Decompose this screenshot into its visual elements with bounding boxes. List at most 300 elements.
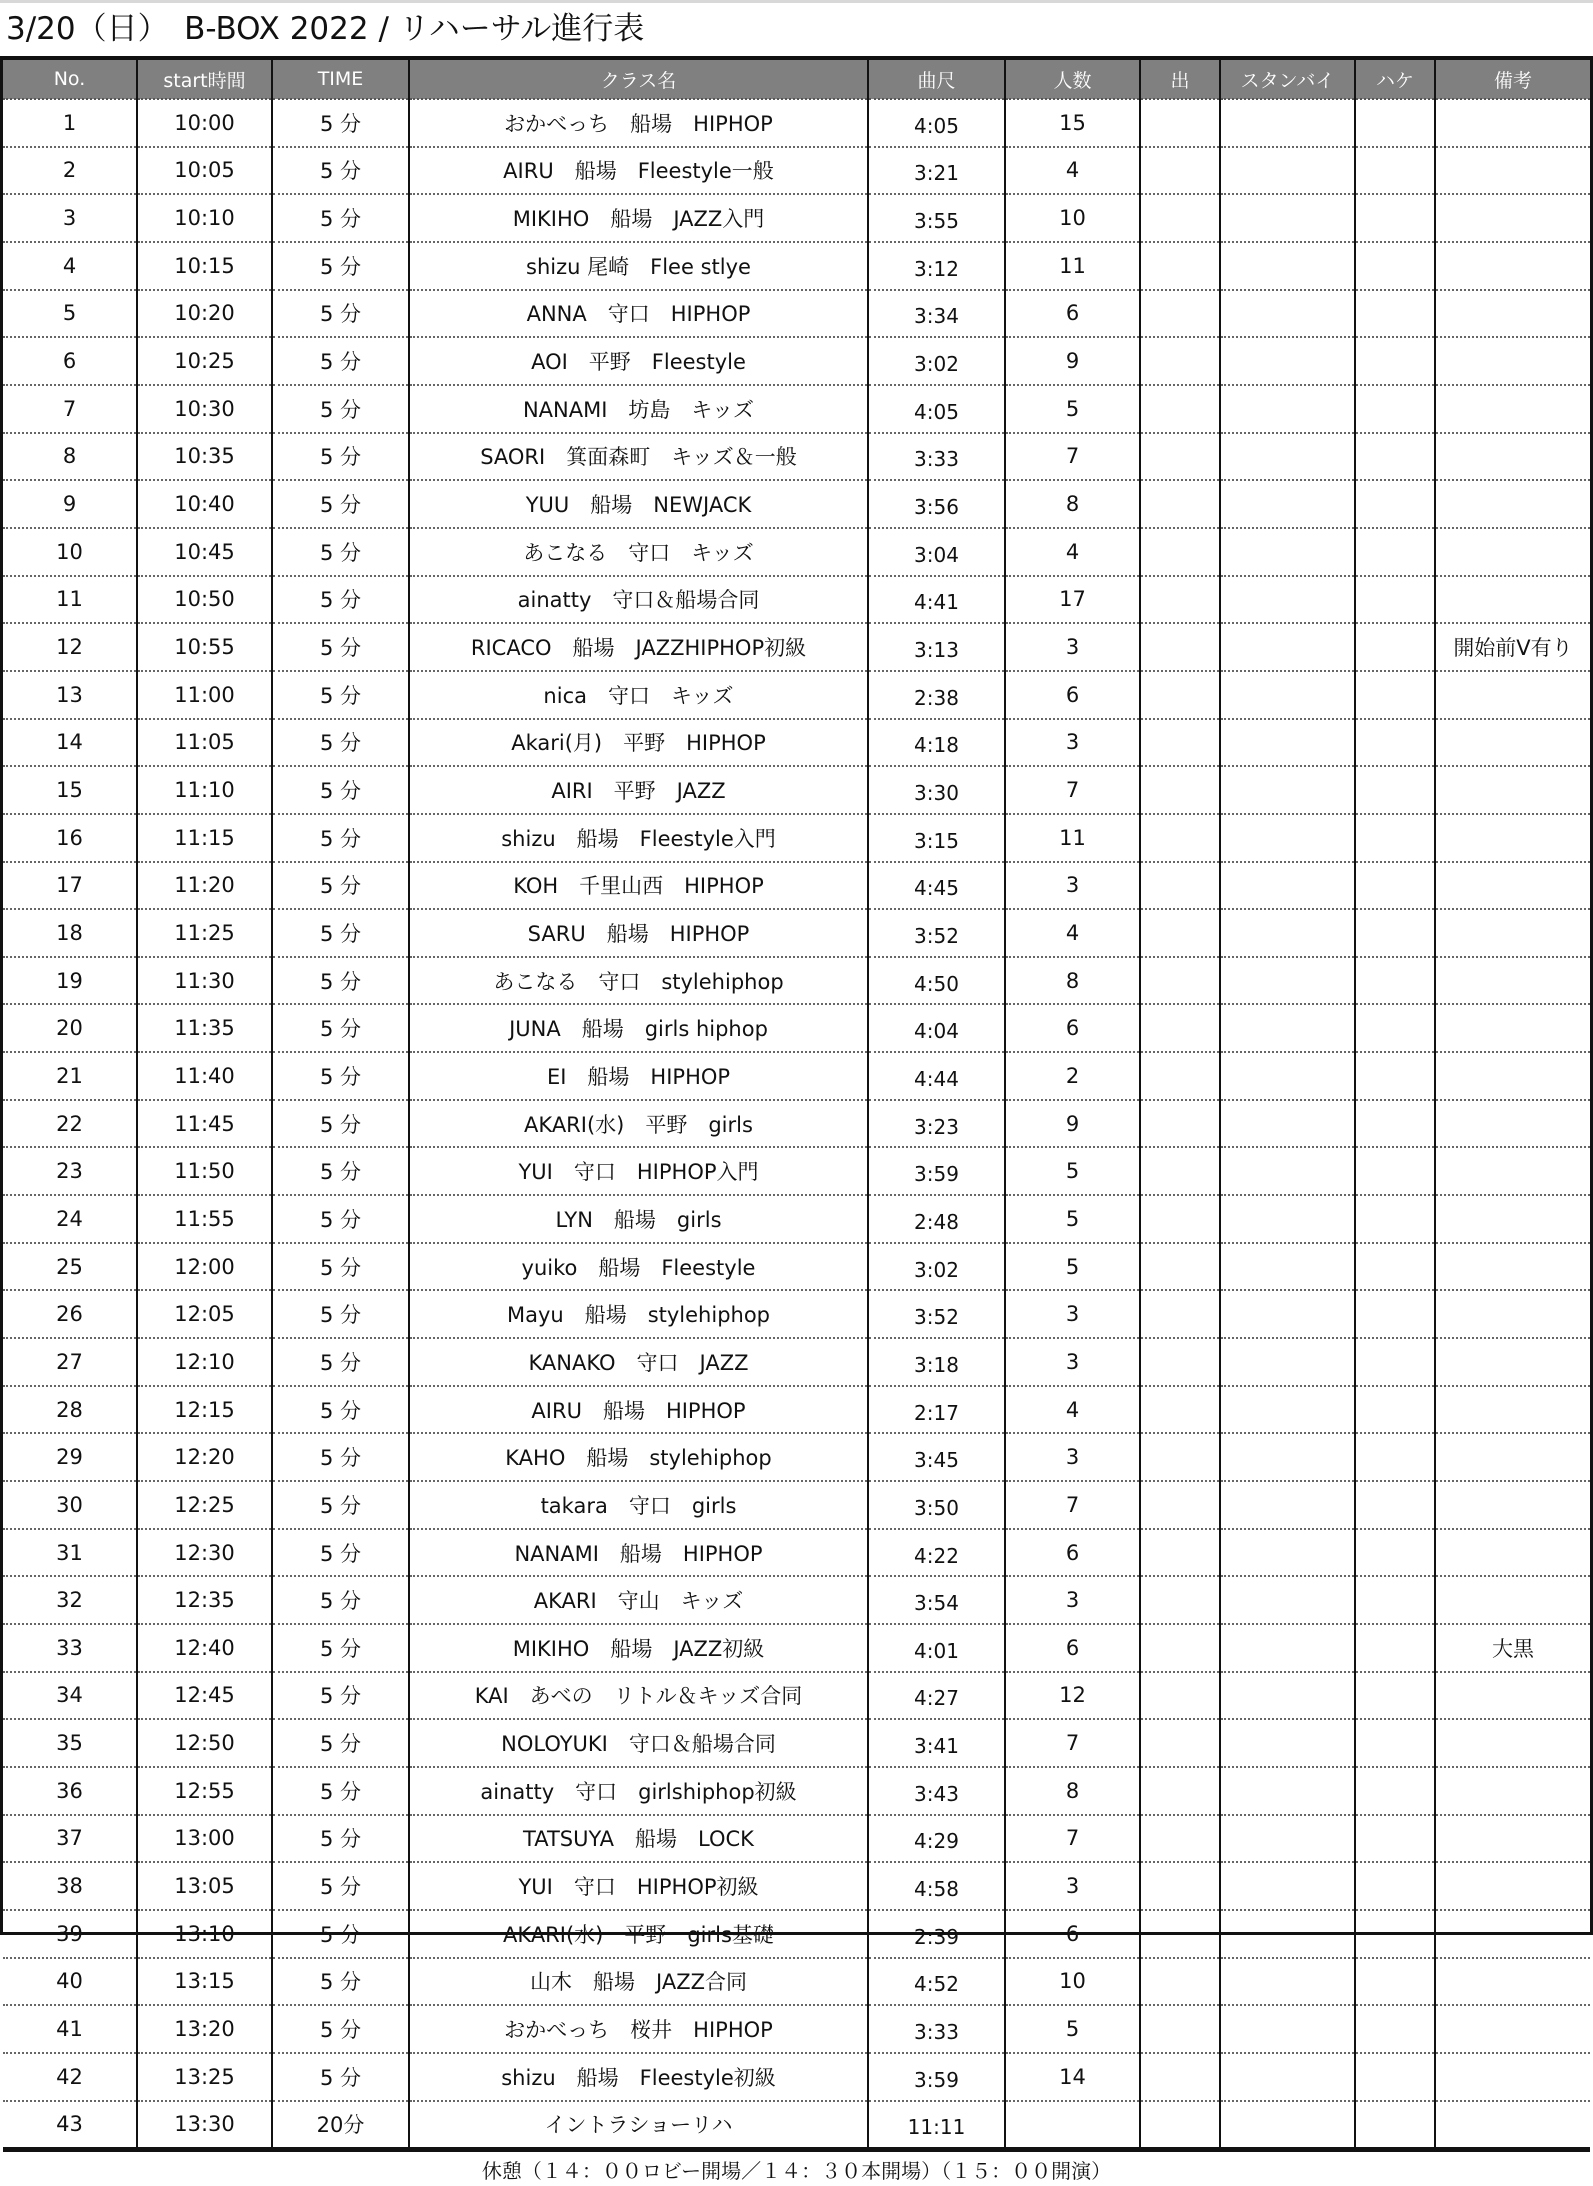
cell-standby <box>1220 1958 1355 2006</box>
cell-note <box>1435 1958 1590 2006</box>
cell-people: 5 <box>1005 385 1140 433</box>
cell-people: 3 <box>1005 1862 1140 1910</box>
cell-out <box>1140 1862 1220 1910</box>
col-header-out: 出 <box>1140 60 1220 99</box>
cell-start: 12:05 <box>137 1290 272 1338</box>
cell-no: 19 <box>3 957 137 1005</box>
cell-hake <box>1355 1147 1435 1195</box>
cell-people: 4 <box>1005 909 1140 957</box>
table-row <box>3 147 1590 195</box>
cell-time: 5 分 <box>272 1719 409 1767</box>
cell-no: 13 <box>3 671 137 719</box>
cell-standby <box>1220 290 1355 338</box>
cell-standby <box>1220 1100 1355 1148</box>
cell-hake <box>1355 480 1435 528</box>
cell-time: 5 分 <box>272 719 409 767</box>
cell-class: AKARI 守山 キッズ <box>409 1576 868 1624</box>
cell-standby <box>1220 1243 1355 1291</box>
cell-start: 11:20 <box>137 862 272 910</box>
cell-out <box>1140 147 1220 195</box>
cell-start: 11:00 <box>137 671 272 719</box>
cell-hake <box>1355 1767 1435 1815</box>
cell-standby <box>1220 1147 1355 1195</box>
cell-time: 5 分 <box>272 1195 409 1243</box>
cell-standby <box>1220 242 1355 290</box>
cell-no: 39 <box>3 1910 137 1958</box>
cell-standby <box>1220 1672 1355 1720</box>
cell-start: 12:55 <box>137 1767 272 1815</box>
cell-hake <box>1355 1004 1435 1052</box>
cell-out <box>1140 1052 1220 1100</box>
cell-hake <box>1355 1338 1435 1386</box>
cell-people: 5 <box>1005 1195 1140 1243</box>
cell-standby <box>1220 1767 1355 1815</box>
cell-no: 32 <box>3 1576 137 1624</box>
cell-class: おかべっち 船場 HIPHOP <box>409 99 868 147</box>
cell-time: 5 分 <box>272 290 409 338</box>
cell-out <box>1140 576 1220 624</box>
cell-start: 11:15 <box>137 814 272 862</box>
cell-out <box>1140 242 1220 290</box>
cell-start: 10:20 <box>137 290 272 338</box>
cell-people: 12 <box>1005 1672 1140 1720</box>
cell-no: 10 <box>3 528 137 576</box>
cell-standby <box>1220 623 1355 671</box>
cell-class: shizu 尾崎 Flee stlye <box>409 242 868 290</box>
cell-people: 10 <box>1005 1958 1140 2006</box>
cell-class: nica 守口 キッズ <box>409 671 868 719</box>
cell-time: 5 分 <box>272 433 409 481</box>
table-row <box>3 1052 1590 1100</box>
col-header-people: 人数 <box>1005 60 1140 99</box>
cell-hake <box>1355 337 1435 385</box>
table-row <box>3 385 1590 433</box>
cell-time: 5 分 <box>272 99 409 147</box>
cell-start: 12:25 <box>137 1481 272 1529</box>
cell-hake <box>1355 1576 1435 1624</box>
cell-time: 5 分 <box>272 1767 409 1815</box>
table-row <box>3 242 1590 290</box>
cell-out <box>1140 1338 1220 1386</box>
cell-time: 5 分 <box>272 576 409 624</box>
cell-no: 8 <box>3 433 137 481</box>
cell-standby <box>1220 957 1355 1005</box>
cell-people: 7 <box>1005 766 1140 814</box>
cell-out <box>1140 1195 1220 1243</box>
cell-start: 12:15 <box>137 1386 272 1434</box>
cell-no: 9 <box>3 480 137 528</box>
cell-out <box>1140 433 1220 481</box>
cell-standby <box>1220 99 1355 147</box>
cell-standby <box>1220 1529 1355 1577</box>
cell-length: 3:23 <box>868 1100 1005 1148</box>
cell-start: 11:45 <box>137 1100 272 1148</box>
cell-standby <box>1220 2053 1355 2101</box>
col-header-note: 備考 <box>1435 60 1590 99</box>
cell-people: 15 <box>1005 99 1140 147</box>
table-row <box>3 671 1590 719</box>
cell-note <box>1435 480 1590 528</box>
cell-note <box>1435 1004 1590 1052</box>
cell-standby <box>1220 433 1355 481</box>
cell-note <box>1435 2005 1590 2053</box>
cell-note <box>1435 99 1590 147</box>
cell-start: 11:25 <box>137 909 272 957</box>
table-row <box>3 1004 1590 1052</box>
cell-standby <box>1220 862 1355 910</box>
top-edge <box>0 0 1593 3</box>
cell-no: 24 <box>3 1195 137 1243</box>
cell-no: 3 <box>3 194 137 242</box>
cell-start: 12:45 <box>137 1672 272 1720</box>
cell-no: 34 <box>3 1672 137 1720</box>
cell-out <box>1140 1433 1220 1481</box>
cell-class: ainatty 守口 girlshiphop初級 <box>409 1767 868 1815</box>
table-row <box>3 814 1590 862</box>
cell-out <box>1140 1386 1220 1434</box>
cell-time: 5 分 <box>272 671 409 719</box>
table-row <box>3 1147 1590 1195</box>
cell-time: 5 分 <box>272 1910 409 1958</box>
cell-people: 7 <box>1005 433 1140 481</box>
cell-out <box>1140 2053 1220 2101</box>
cell-start: 12:20 <box>137 1433 272 1481</box>
cell-note <box>1435 576 1590 624</box>
cell-hake <box>1355 814 1435 862</box>
cell-time: 5 分 <box>272 1815 409 1863</box>
cell-hake <box>1355 957 1435 1005</box>
cell-people: 4 <box>1005 528 1140 576</box>
cell-class: KAHO 船場 stylehiphop <box>409 1433 868 1481</box>
cell-hake <box>1355 671 1435 719</box>
cell-standby <box>1220 1624 1355 1672</box>
cell-people: 17 <box>1005 576 1140 624</box>
cell-standby <box>1220 1290 1355 1338</box>
cell-class: KAI あべの リトル＆キッズ合同 <box>409 1672 868 1720</box>
cell-standby <box>1220 2101 1355 2150</box>
cell-out <box>1140 528 1220 576</box>
cell-standby <box>1220 1004 1355 1052</box>
cell-people: 9 <box>1005 337 1140 385</box>
cell-note <box>1435 671 1590 719</box>
cell-out <box>1140 1672 1220 1720</box>
cell-time: 5 分 <box>272 766 409 814</box>
cell-note <box>1435 1243 1590 1291</box>
cell-standby <box>1220 147 1355 195</box>
cell-no: 40 <box>3 1958 137 2006</box>
cell-time: 5 分 <box>272 2053 409 2101</box>
cell-hake <box>1355 1815 1435 1863</box>
cell-length: 4:18 <box>868 719 1005 767</box>
cell-people: 3 <box>1005 862 1140 910</box>
schedule-rows <box>3 99 1590 2150</box>
cell-start: 11:40 <box>137 1052 272 1100</box>
cell-length: 2:48 <box>868 1195 1005 1243</box>
cell-people: 10 <box>1005 194 1140 242</box>
cell-people: 3 <box>1005 719 1140 767</box>
cell-people: 4 <box>1005 1386 1140 1434</box>
cell-note <box>1435 862 1590 910</box>
table-row <box>3 719 1590 767</box>
cell-start: 12:50 <box>137 1719 272 1767</box>
cell-out <box>1140 1815 1220 1863</box>
cell-note <box>1435 290 1590 338</box>
cell-time: 5 分 <box>272 480 409 528</box>
cell-length: 3:59 <box>868 2053 1005 2101</box>
cell-out <box>1140 719 1220 767</box>
cell-out <box>1140 1243 1220 1291</box>
table-row <box>3 528 1590 576</box>
cell-time: 5 分 <box>272 909 409 957</box>
cell-standby <box>1220 194 1355 242</box>
table-row <box>3 1338 1590 1386</box>
cell-start: 13:20 <box>137 2005 272 2053</box>
cell-no: 25 <box>3 1243 137 1291</box>
cell-no: 42 <box>3 2053 137 2101</box>
cell-no: 11 <box>3 576 137 624</box>
cell-no: 36 <box>3 1767 137 1815</box>
cell-no: 6 <box>3 337 137 385</box>
cell-people: 3 <box>1005 1576 1140 1624</box>
cell-standby <box>1220 1719 1355 1767</box>
cell-no: 27 <box>3 1338 137 1386</box>
cell-class: AOI 平野 Fleestyle <box>409 337 868 385</box>
cell-start: 13:30 <box>137 2101 272 2150</box>
cell-out <box>1140 1624 1220 1672</box>
cell-start: 12:00 <box>137 1243 272 1291</box>
cell-time: 20分 <box>272 2101 409 2150</box>
col-header-hake: ハケ <box>1355 60 1435 99</box>
cell-people: 2 <box>1005 1052 1140 1100</box>
cell-start: 10:05 <box>137 147 272 195</box>
cell-time: 5 分 <box>272 1624 409 1672</box>
rehearsal-schedule-sheet <box>0 56 1593 2183</box>
col-header-time: TIME <box>272 60 409 99</box>
cell-class: AKARI(水) 平野 girls <box>409 1100 868 1148</box>
cell-class: 山木 船場 JAZZ合同 <box>409 1958 868 2006</box>
cell-hake <box>1355 909 1435 957</box>
cell-time: 5 分 <box>272 1862 409 1910</box>
cell-hake <box>1355 290 1435 338</box>
cell-time: 5 分 <box>272 1958 409 2006</box>
cell-time: 5 分 <box>272 2005 409 2053</box>
cell-hake <box>1355 1719 1435 1767</box>
cell-out <box>1140 290 1220 338</box>
cell-length: 4:27 <box>868 1672 1005 1720</box>
cell-no: 15 <box>3 766 137 814</box>
cell-no: 29 <box>3 1433 137 1481</box>
cell-hake <box>1355 433 1435 481</box>
cell-length: 4:01 <box>868 1624 1005 1672</box>
cell-standby <box>1220 1481 1355 1529</box>
cell-note <box>1435 1719 1590 1767</box>
cell-out <box>1140 623 1220 671</box>
cell-note <box>1435 1815 1590 1863</box>
cell-no: 5 <box>3 290 137 338</box>
cell-length: 4:05 <box>868 385 1005 433</box>
cell-class: EI 船場 HIPHOP <box>409 1052 868 1100</box>
cell-people: 6 <box>1005 1004 1140 1052</box>
cell-start: 11:30 <box>137 957 272 1005</box>
cell-length: 3:21 <box>868 147 1005 195</box>
table-row <box>3 99 1590 147</box>
cell-length: 3:12 <box>868 242 1005 290</box>
cell-no: 21 <box>3 1052 137 1100</box>
cell-note <box>1435 814 1590 862</box>
cell-standby <box>1220 814 1355 862</box>
cell-no: 18 <box>3 909 137 957</box>
cell-hake <box>1355 1958 1435 2006</box>
cell-length: 3:33 <box>868 2005 1005 2053</box>
cell-note <box>1435 1147 1590 1195</box>
cell-no: 16 <box>3 814 137 862</box>
cell-out <box>1140 1290 1220 1338</box>
cell-people: 6 <box>1005 1529 1140 1577</box>
cell-people: 8 <box>1005 957 1140 1005</box>
cell-time: 5 分 <box>272 1147 409 1195</box>
cell-class: AIRI 平野 JAZZ <box>409 766 868 814</box>
cell-no: 14 <box>3 719 137 767</box>
cell-no: 35 <box>3 1719 137 1767</box>
cell-no: 43 <box>3 2101 137 2150</box>
cell-note <box>1435 2053 1590 2101</box>
cell-no: 22 <box>3 1100 137 1148</box>
cell-start: 10:55 <box>137 623 272 671</box>
cell-time: 5 分 <box>272 1576 409 1624</box>
cell-standby <box>1220 528 1355 576</box>
cell-length: 3:45 <box>868 1433 1005 1481</box>
table-row <box>3 1576 1590 1624</box>
cell-no: 7 <box>3 385 137 433</box>
cell-standby <box>1220 480 1355 528</box>
cell-out <box>1140 909 1220 957</box>
cell-class: YUI 守口 HIPHOP入門 <box>409 1147 868 1195</box>
cell-out <box>1140 1100 1220 1148</box>
cell-start: 12:40 <box>137 1624 272 1672</box>
cell-out <box>1140 2005 1220 2053</box>
cell-length: 4:58 <box>868 1862 1005 1910</box>
cell-out <box>1140 1767 1220 1815</box>
cell-standby <box>1220 1433 1355 1481</box>
cell-time: 5 分 <box>272 242 409 290</box>
cell-hake <box>1355 2005 1435 2053</box>
cell-time: 5 分 <box>272 1052 409 1100</box>
cell-standby <box>1220 385 1355 433</box>
cell-out <box>1140 1958 1220 2006</box>
cell-standby <box>1220 576 1355 624</box>
cell-class: イントラショーリハ <box>409 2101 868 2150</box>
cell-no: 33 <box>3 1624 137 1672</box>
cell-class: SARU 船場 HIPHOP <box>409 909 868 957</box>
cell-class: KANAKO 守口 JAZZ <box>409 1338 868 1386</box>
header-row <box>3 60 1590 99</box>
cell-note <box>1435 1767 1590 1815</box>
cell-hake <box>1355 385 1435 433</box>
cell-out <box>1140 337 1220 385</box>
table-row <box>3 862 1590 910</box>
cell-people: 6 <box>1005 290 1140 338</box>
table-row <box>3 2101 1590 2150</box>
table-row <box>3 194 1590 242</box>
cell-no: 26 <box>3 1290 137 1338</box>
cell-no: 38 <box>3 1862 137 1910</box>
cell-out <box>1140 862 1220 910</box>
cell-note <box>1435 1672 1590 1720</box>
cell-length: 3:52 <box>868 1290 1005 1338</box>
cell-length: 2:39 <box>868 1910 1005 1958</box>
page-title: 3/20（日） B-BOX 2022 / リハーサル進行表 <box>6 11 645 47</box>
table-row <box>3 1195 1590 1243</box>
table-row <box>3 623 1590 671</box>
cell-hake <box>1355 147 1435 195</box>
cell-time: 5 分 <box>272 528 409 576</box>
cell-out <box>1140 766 1220 814</box>
cell-people: 3 <box>1005 1433 1140 1481</box>
cell-hake <box>1355 576 1435 624</box>
cell-start: 13:15 <box>137 1958 272 2006</box>
cell-standby <box>1220 1386 1355 1434</box>
cell-time: 5 分 <box>272 1529 409 1577</box>
cell-note <box>1435 242 1590 290</box>
col-header-start: start時間 <box>137 60 272 99</box>
cell-class: KOH 千里山西 HIPHOP <box>409 862 868 910</box>
cell-note <box>1435 719 1590 767</box>
cell-class: SAORI 箕面森町 キッズ＆一般 <box>409 433 868 481</box>
col-header-no: No. <box>3 60 137 99</box>
cell-people: 6 <box>1005 1624 1140 1672</box>
cell-people: 14 <box>1005 2053 1140 2101</box>
table-row <box>3 337 1590 385</box>
cell-out <box>1140 957 1220 1005</box>
cell-length: 4:44 <box>868 1052 1005 1100</box>
cell-length: 3:43 <box>868 1767 1005 1815</box>
cell-class: shizu 船場 Fleestyle初級 <box>409 2053 868 2101</box>
cell-length: 3:30 <box>868 766 1005 814</box>
table-row <box>3 957 1590 1005</box>
cell-note <box>1435 1529 1590 1577</box>
cell-class: あこなる 守口 キッズ <box>409 528 868 576</box>
cell-time: 5 分 <box>272 194 409 242</box>
cell-time: 5 分 <box>272 385 409 433</box>
cell-no: 12 <box>3 623 137 671</box>
table-row <box>3 1481 1590 1529</box>
cell-note <box>1435 1910 1590 1958</box>
cell-people: 3 <box>1005 1338 1140 1386</box>
cell-hake <box>1355 1624 1435 1672</box>
table-row <box>3 1672 1590 1720</box>
cell-standby <box>1220 337 1355 385</box>
footer-row <box>3 2150 1590 2186</box>
cell-out <box>1140 1719 1220 1767</box>
table-row <box>3 1243 1590 1291</box>
cell-people: 8 <box>1005 480 1140 528</box>
cell-start: 10:00 <box>137 99 272 147</box>
table-row <box>3 766 1590 814</box>
cell-class: takara 守口 girls <box>409 1481 868 1529</box>
cell-standby <box>1220 1338 1355 1386</box>
cell-hake <box>1355 719 1435 767</box>
cell-class: NANAMI 船場 HIPHOP <box>409 1529 868 1577</box>
cell-class: YUI 守口 HIPHOP初級 <box>409 1862 868 1910</box>
col-header-standby: スタンバイ <box>1220 60 1355 99</box>
cell-class: あこなる 守口 stylehiphop <box>409 957 868 1005</box>
cell-hake <box>1355 766 1435 814</box>
cell-people: 5 <box>1005 1243 1140 1291</box>
cell-length: 3:54 <box>868 1576 1005 1624</box>
cell-length: 3:34 <box>868 290 1005 338</box>
cell-hake <box>1355 1386 1435 1434</box>
table-row <box>3 1624 1590 1672</box>
